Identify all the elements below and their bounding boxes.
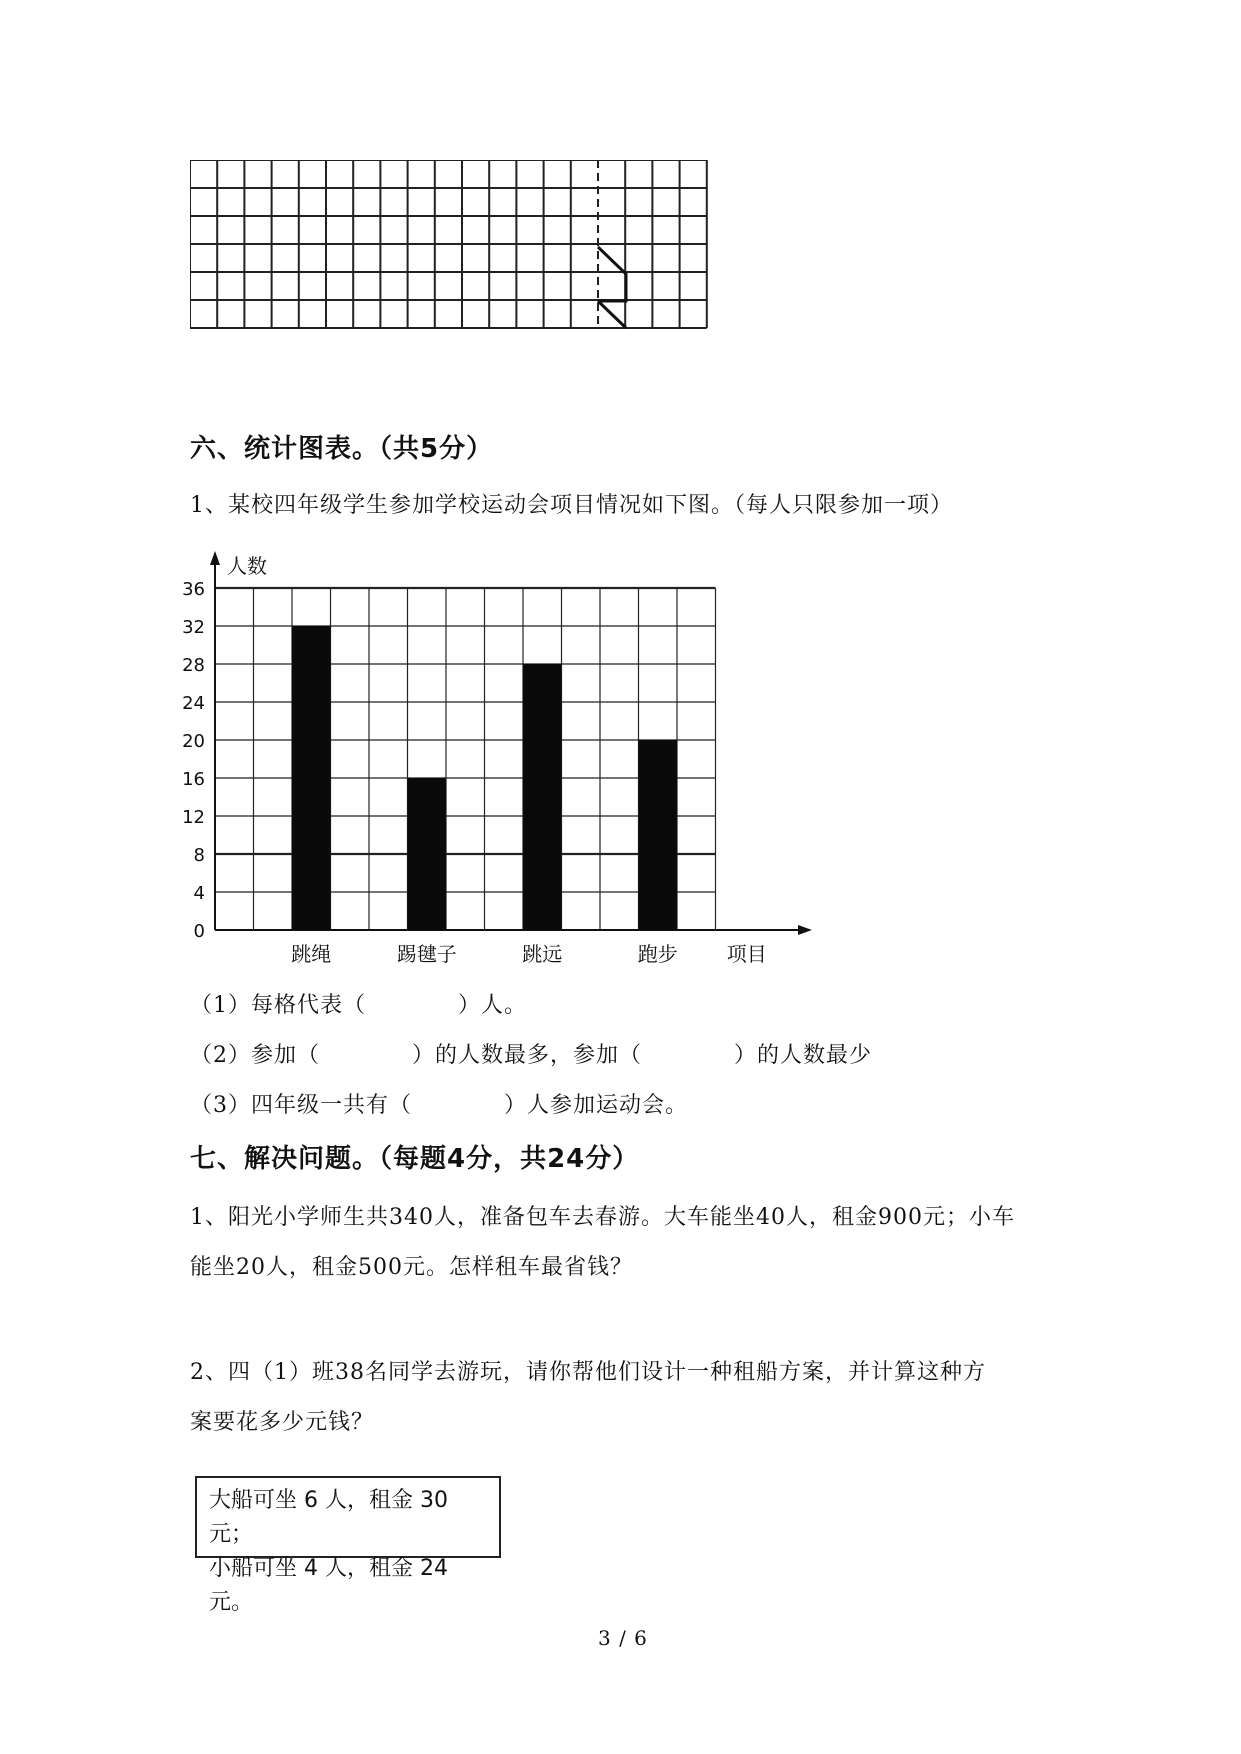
problem-1-line-2: 能坐20人，租金500元。怎样租车最省钱？ [190,1255,633,1280]
section-7-title: 七、解决问题。（每题4分，共24分） [190,1144,640,1174]
x-category-label: 跑步 [637,942,678,966]
boat-rental-info-box [195,1476,501,1615]
y-tick-label: 20 [182,731,205,752]
y-tick-label: 16 [182,769,205,790]
y-tick-label: 24 [182,693,205,714]
question-3: （3）四年级一共有（ ）人参加运动会。 [190,1093,688,1118]
problem-2-line-1: 2、四（1）班38名同学去游玩，请你帮他们设计一种租船方案，并计算这种方 [190,1360,986,1385]
bar [408,778,447,930]
x-category-label: 跳远 [522,942,563,966]
bar [639,740,678,930]
y-axis-arrow [210,551,220,565]
y-axis-label: 人数 [227,554,267,578]
half-shape-diag [598,301,626,328]
symmetry-grid-figure [190,160,710,335]
question-2: （2）参加（ ）的人数最多，参加（ ）的人数最少 [190,1043,872,1068]
y-tick-label: 0 [193,921,205,942]
question-1: （1）每格代表（ ）人。 [190,993,527,1018]
y-tick-label: 12 [182,807,205,828]
x-category-label: 跳绳 [291,942,332,966]
x-axis-arrow [798,925,812,935]
problem-2-line-2: 案要花多少元钱？ [190,1410,375,1435]
y-tick-label: 4 [193,883,205,904]
section-6-intro: 1、某校四年级学生参加学校运动会项目情况如下图。（每人只限参加一项） [190,493,953,518]
y-tick-label: 28 [182,655,205,676]
page-number: 3 / 6 [598,1626,648,1650]
x-category-label: 踢毽子 [396,942,457,966]
x-axis-label: 项目 [726,942,767,966]
half-shape [598,247,626,301]
y-tick-label: 36 [182,579,205,600]
bar-chart [180,535,840,975]
y-tick-label: 32 [182,617,205,638]
bar [292,626,331,930]
problem-1-line-1: 1、阳光小学师生共340人，准备包车去春游。大车能坐40人，租金900元；小车 [190,1205,1015,1230]
boat-rental-line-1: 大船可坐 6 人，租金 30 元； [209,1488,448,1547]
section-6-title: 六、统计图表。（共5分） [190,434,494,464]
boat-rental-line-2: 小船可坐 4 人，租金 24 元。 [209,1556,448,1615]
bar [523,664,562,930]
y-tick-label: 8 [193,845,205,866]
